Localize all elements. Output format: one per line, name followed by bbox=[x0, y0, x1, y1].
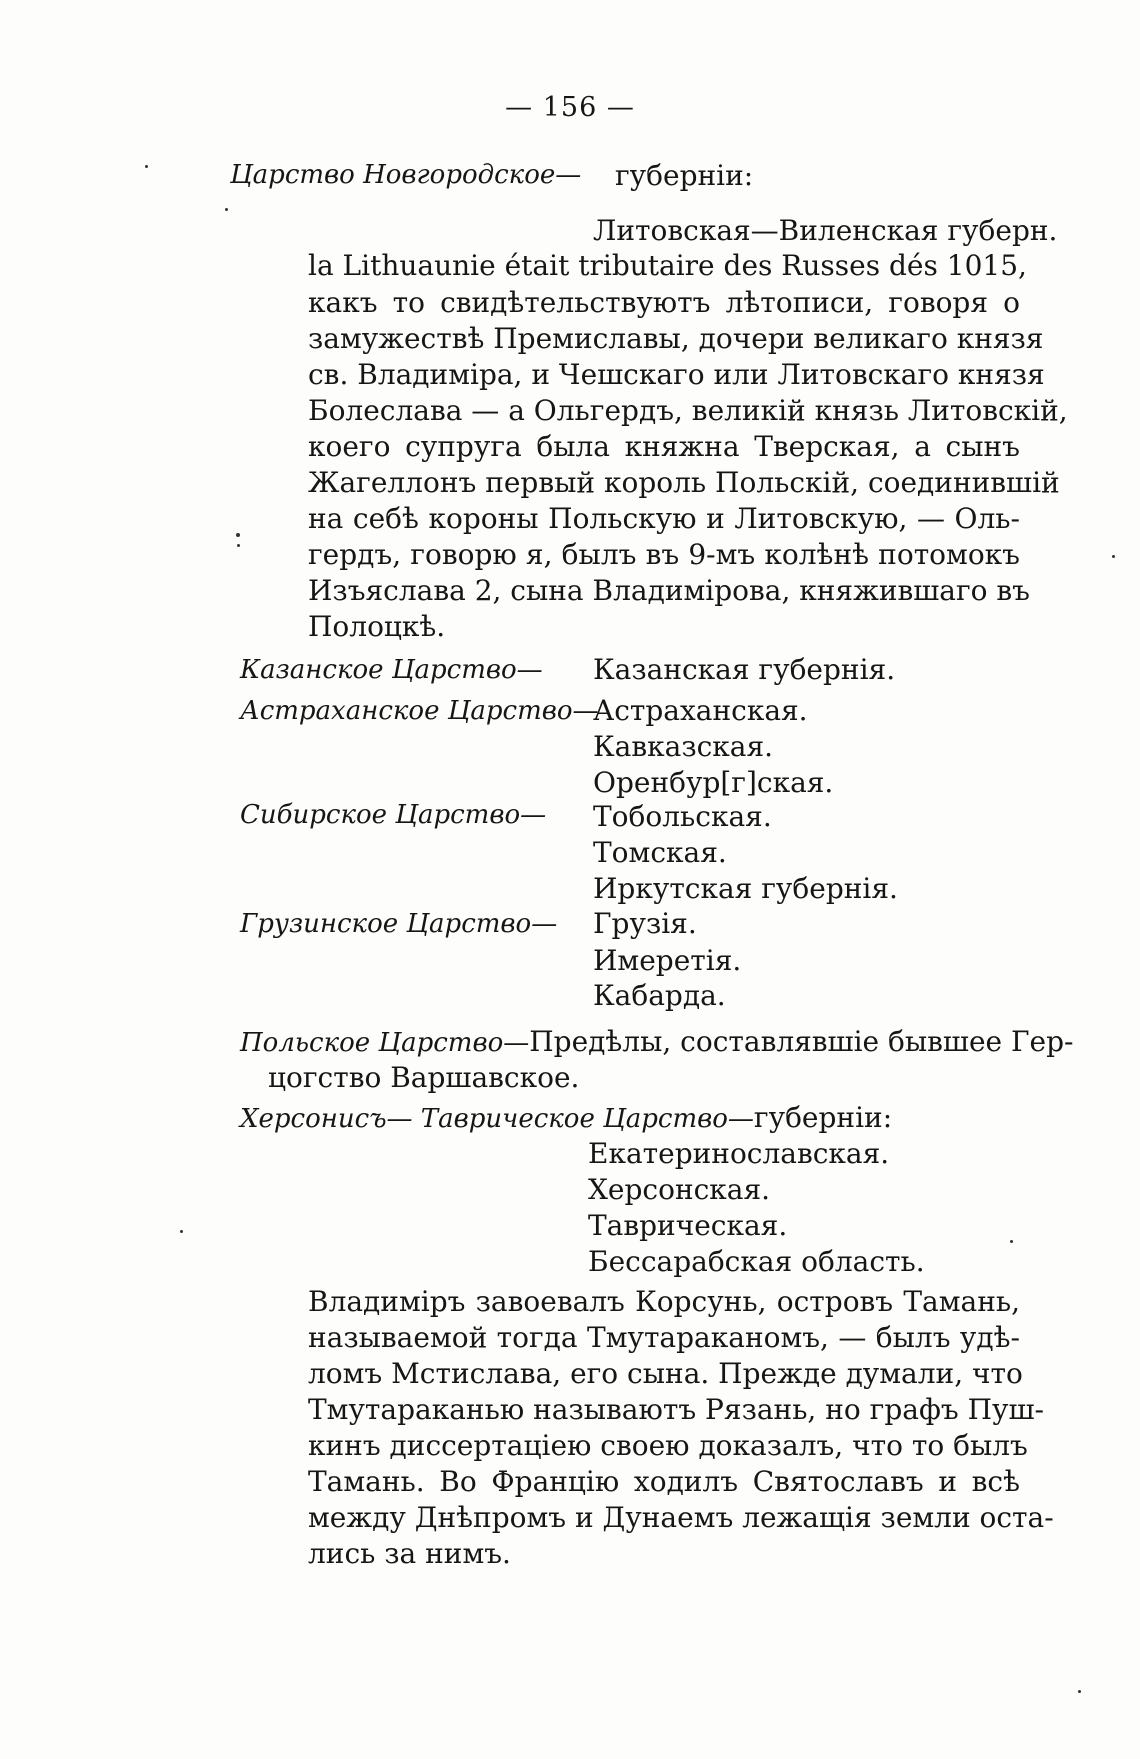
scan-speck bbox=[225, 208, 228, 211]
astrakhan-province: Астраханская. bbox=[593, 694, 808, 727]
siberia-province: Тобольская. bbox=[593, 800, 772, 833]
closing-text-line: ломъ Мстислава, его сына. Прежде думали, что bbox=[308, 1357, 1023, 1390]
kherson-line bbox=[240, 1100, 892, 1137]
novgorod-text-line: какъ то свидѣтельствуютъ лѣтописи, говоря о bbox=[308, 286, 1020, 319]
novgorod-text-line: гердъ, говорю я, былъ въ 9-мъ колѣнѣ потомокъ bbox=[308, 538, 1020, 571]
astrakhan-province: Оренбур[г]ская. bbox=[593, 766, 834, 799]
closing-text-line: называемой тогда Тмутараканомъ, — былъ удѣ- bbox=[308, 1321, 1020, 1354]
novgorod-provinces-heading: губерніи: bbox=[615, 159, 754, 192]
georgia-kingdom-label: Грузинское Царство— bbox=[240, 909, 558, 939]
scan-speck bbox=[237, 544, 240, 547]
closing-text-line: Владиміръ завоевалъ Корсунь, островъ Тамань, bbox=[308, 1285, 1020, 1318]
scan-speck bbox=[1078, 1690, 1081, 1693]
novgorod-text-line: Болеслава — а Ольгердъ, великій князь Литовскій, bbox=[308, 394, 1068, 427]
siberia-province: Томская. bbox=[593, 836, 727, 869]
poland-line bbox=[240, 1024, 1073, 1061]
kherson-province: Таврическая. bbox=[588, 1209, 788, 1242]
novgorod-province: Литовская—Виленская губерн. bbox=[593, 214, 1058, 247]
poland-kingdom-label: Польское Царство— bbox=[240, 1028, 530, 1058]
novgorod-text-line: замужествѣ Премиславы, дочери великаго князя bbox=[308, 322, 1044, 355]
georgia-province: Имеретія. bbox=[593, 944, 742, 977]
scan-speck bbox=[1112, 555, 1115, 558]
georgia-province: Кабарда. bbox=[593, 979, 726, 1012]
scan-speck bbox=[236, 533, 240, 537]
astrakhan-province: Кавказская. bbox=[593, 730, 774, 763]
astrakhan-kingdom-label: Астраханское Царство— bbox=[240, 696, 599, 726]
closing-text-line: между Днѣпромъ и Дунаемъ лежащія земли оста- bbox=[308, 1501, 1054, 1534]
closing-text-line: Тмутараканью называютъ Рязань, но графъ Пуш- bbox=[308, 1393, 1044, 1426]
kherson-province: Бессарабская область. bbox=[588, 1245, 925, 1278]
closing-text-line: кинъ диссертаціею своею доказалъ, что то былъ bbox=[308, 1429, 1028, 1462]
novgorod-text-line: Изъяслава 2, сына Владимірова, княжившаго въ bbox=[308, 574, 1030, 607]
scan-speck bbox=[180, 1230, 183, 1233]
scan-speck bbox=[145, 165, 148, 168]
novgorod-text-line: на себѣ короны Польскую и Литовскую, — Оль- bbox=[308, 502, 1020, 535]
siberia-province: Иркутская губернія. bbox=[593, 872, 898, 905]
kazan-kingdom-label: Казанское Царство— bbox=[240, 655, 543, 685]
kherson-province: Херсонская. bbox=[588, 1173, 771, 1206]
novgorod-kingdom-label: Царство Новгородское— bbox=[230, 160, 582, 190]
closing-text-line: лись за нимъ. bbox=[308, 1537, 511, 1570]
poland-text: Предѣлы, составлявшіе бывшее Гер- bbox=[529, 1025, 1074, 1058]
kherson-provinces-heading: губерніи: bbox=[753, 1101, 893, 1134]
kherson-kingdom-label: Херсонисъ— Таврическое Царство— bbox=[240, 1104, 754, 1134]
page-number: — 156 — bbox=[505, 92, 635, 123]
siberia-kingdom-label: Сибирское Царство— bbox=[240, 800, 547, 830]
novgorod-text-line: коего супруга была княжна Тверская, а сынъ bbox=[308, 430, 1020, 463]
novgorod-text-line: la Lithuaunie était tributaire des Russes dés 1015, bbox=[308, 249, 1027, 282]
georgia-province: Грузія. bbox=[593, 907, 697, 940]
closing-text-line: Тамань. Во Францію ходилъ Святославъ и всѣ bbox=[308, 1465, 1020, 1498]
novgorod-text-line: Жагеллонъ первый король Польскій, соединившій bbox=[308, 466, 1060, 499]
novgorod-text-line: св. Владиміра, и Чешскаго или Литовскаго князя bbox=[308, 358, 1045, 391]
kazan-province: Казанская губернія. bbox=[593, 653, 896, 686]
scan-speck bbox=[1010, 1240, 1013, 1243]
poland-text-continued: цогство Варшавское. bbox=[268, 1061, 580, 1094]
novgorod-text-line: Полоцкѣ. bbox=[308, 610, 446, 643]
kherson-province: Екатеринославская. bbox=[588, 1137, 890, 1170]
